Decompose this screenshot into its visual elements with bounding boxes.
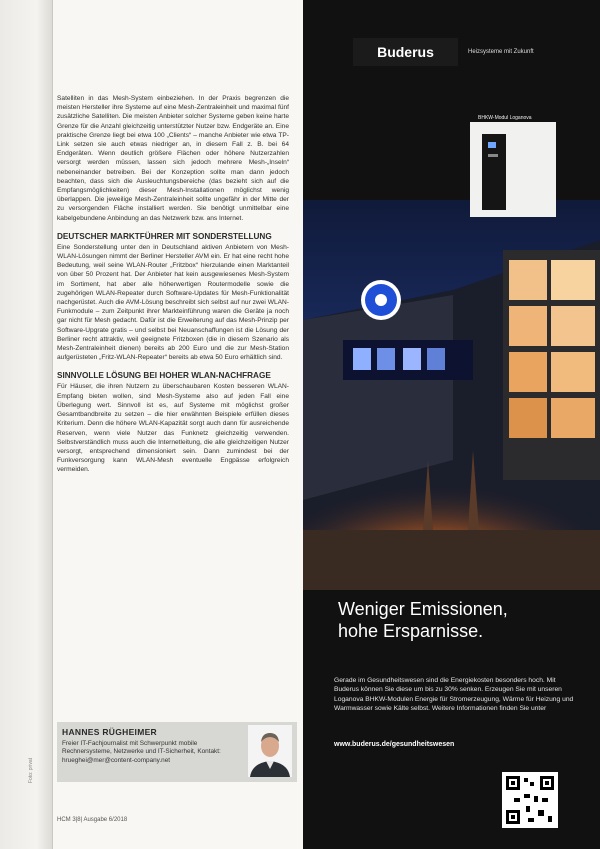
page-footer: HCM 3|8| Ausgabe 6/2018 bbox=[57, 817, 128, 823]
ad-headline bbox=[338, 598, 588, 642]
ad-url: www.buderus.de/gesundheitswesen bbox=[334, 741, 455, 748]
author-name: HANNES RÜGHEIMER bbox=[62, 727, 158, 737]
author-box bbox=[57, 722, 297, 782]
section-heading: DEUTSCHER MARKTFÜHRER MIT SONDERSTELLUNG bbox=[57, 231, 272, 241]
brand-tagline: Heizsysteme mit Zukunft bbox=[468, 49, 534, 55]
article-paragraph: Satelliten in das Mesh-System einbeziehen. In der Praxis begrenzen die meisten Hersteller ihre Systeme auf eine Mesh-Zentraleinheit und maximal fünf zusätzliche Satelliten. Die meisten Anbieter solcher Systeme geben keine harte Grenze für die Anzahl gleichzeitig unterstützter Nutzer bzw. Endgeräte an. Eine praktische Grenze liegt bei etwa 100 „Clients“ – manche Anbieter wie etwa TP-Link setzen sie auch etwas niedriger an, in diesem Fall z. B. bei 64 Endgeräten. Wenn deutlich größere Flächen oder höhere Nutzerzahlen versorgt werden müssen, lassen sich jedoch mehrere Mesh-„Inseln“ nebeneinander betreiben. Bei der Konzeption sollte man dann jedoch beachten, dass sich die Ausleuchtungsbereiche (das bezieht sich auf die Empfangsmöglichkeiten) dieser Mesh-Installationen möglichst wenig überlappen. Die jeweilige Mesh-Zentraleinheit sollte ungefähr in der Mitte der zu versorgenden Fläche installiert werden. Sie benötigt unmittelbar eine kabelgebundene Anbindung an das Netzwerk bzw. ans Internet. bbox=[57, 95, 289, 222]
brand-name: Buderus bbox=[377, 44, 434, 60]
headline-line-2: hohe Ersparnisse. bbox=[338, 621, 484, 641]
advertisement bbox=[303, 0, 600, 849]
author-bio: Freier IT-Fachjournalist mit Schwerpunkt mobile Rechnersysteme, Netzwerke und IT-Sicherheit, Kontakt: hrueghei@mer@content-company.net bbox=[62, 740, 221, 764]
headline-line-1: Weniger Emissionen, bbox=[338, 599, 508, 619]
brand-logo bbox=[353, 38, 458, 66]
product-image bbox=[470, 122, 556, 217]
section-heading: SINNVOLLE LÖSUNG BEI HOHER WLAN-NACHFRAGE bbox=[57, 371, 271, 381]
product-label: BHKW-Modul Loganova bbox=[478, 115, 532, 121]
author-photo bbox=[248, 725, 292, 777]
article-column bbox=[57, 94, 289, 475]
ad-body-text: Gerade im Gesundheitswesen sind die Energiekosten besonders hoch. Mit Buderus können Sie diese um bis zu 30% senken. Erzeugen Sie mit unseren Loganova BHKW-Modulen Energie für Stromerzeugung, Wärme für Heizung und Warmwasser sowie Kälte selbst. Weitere Informationen finden Sie unter bbox=[334, 677, 574, 712]
building-photo bbox=[303, 200, 600, 590]
section-text: Für Häuser, die ihren Nutzern zu überschaubaren Kosten besseren WLAN-Empfang bieten wollen, sind Mesh-Systeme also auf jeden Fall eine Überlegung wert. Sinnvoll ist es, auf Systeme mit möglichst großer Gesamtbandbreite zu setzen – die hier erwähnten Beispiele erfüllen dieses Kriterium. Denn die höhere WLAN-Kapazität sorgt auch dann für ausreichende Reserven, wenn viele Nutzer das Funknetz gleichzeitig verwenden. Selbstverständlich muss auch die Internetleitung, die alle gleichzeitigen Nutzer versorgt, entsprechend dimensioniert sein. Dann zumindest bei der Funkversorgung kann WLAN-Mesh eventuelle Engpässe erfolgreich vermeiden. bbox=[57, 383, 289, 474]
qr-code bbox=[502, 772, 558, 828]
photo-credit: Foto: privat bbox=[28, 758, 34, 784]
page-gutter bbox=[0, 0, 53, 849]
section-text: Eine Sonderstellung unter den in Deutschland aktiven Anbietern von Mesh-WLAN-Lösungen nimmt der Berliner Hersteller AVM ein. Er hat eine recht hohe Bedeutung, weil seine WLAN-Router „Fritzbox“ hierzulande einen Marktanteil von über 50 Prozent hat. Der Anbieter hat kein ausgewiesenes Mesh-System im Sortiment, hat aber alle höherwertigen Routermodelle sowie die zugehörigen WLAN-Repeater durch Software-Updates für Mesh-Funktionalität nachgerüstet. Auch die AVM-Lösung beschreibt sich selbst auf nur zwei WLAN-Funkmodule – zum Zeitpunkt ihrer Markteinführung waren die Geräte ja noch gar nicht für Mesh gedacht. Dafür ist die Erweiterung auf das Mesh-Prinzip per Software-Upgrate gratis – und selbst bei Neuanschaffungen ist die Lösung der Berliner recht attraktiv, weil geeignete Fritzboxen (die in diesem Szenario als Mesh-Zentraleinheit dienen) bereits ab 200 Euro und die zur Mesh-Station aufgerüsteten „Fritz-WLAN-Repeater“ bereits ab etwa 50 Euro erhältlich sind. bbox=[57, 243, 289, 362]
